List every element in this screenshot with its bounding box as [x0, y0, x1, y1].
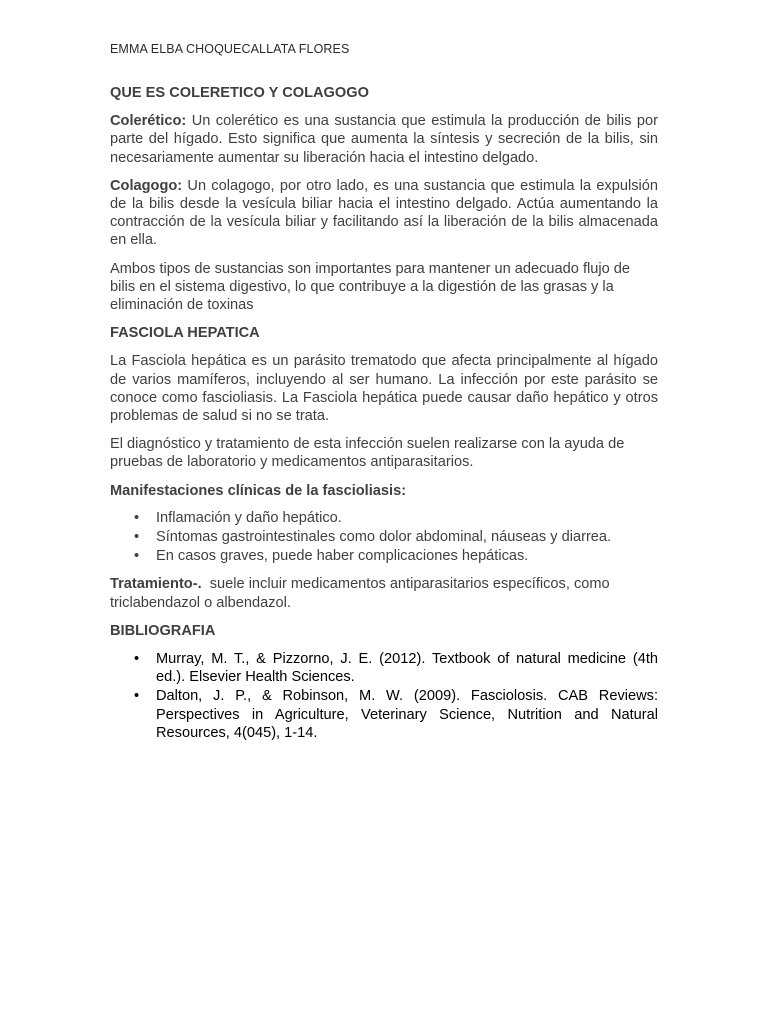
paragraph-coleretico — [110, 112, 658, 167]
page-header-author: EMMA ELBA CHOQUECALLATA FLORES — [110, 42, 350, 56]
section-title-bibliografia: BIBLIOGRAFIA — [110, 622, 216, 639]
document-body — [110, 84, 658, 752]
paragraph-diagnostico: El diagnóstico y tratamiento de esta infección suelen realizarse con la ayuda de pruebas de laboratorio y medicamentos antiparasitarios. — [110, 436, 625, 471]
paragraph-tratamiento — [110, 575, 658, 611]
term-colagogo: Colagogo: — [110, 177, 183, 194]
list-item — [110, 547, 658, 565]
paragraph-ambos: Ambos tipos de sustancias son importantes para mantener un adecuado flujo de bilis en el sistema digestivo, lo que contribuye a la digestión de las grasas y la eliminación de toxinas — [110, 260, 631, 314]
list-item — [110, 687, 658, 742]
reference-text: Murray, M. T., & Pizzorno, J. E. (2012). Textbook of natural medicine (4th ed.). Elsevier Health Sciences. — [156, 651, 658, 686]
bullet-icon: • — [134, 509, 140, 526]
list-item — [110, 528, 658, 546]
list-item — [110, 650, 658, 686]
bullet-icon: • — [134, 529, 140, 546]
bibliografia-list — [110, 650, 658, 742]
section-title-fasciola: FASCIOLA HEPATICA — [110, 325, 260, 342]
bullet-icon: • — [134, 548, 140, 565]
term-tratamiento: Tratamiento-. — [110, 576, 202, 593]
list-item-text: En casos graves, puede haber complicaciones hepáticas. — [156, 548, 529, 565]
paragraph-colagogo — [110, 177, 658, 250]
list-item-text: Síntomas gastrointestinales como dolor abdominal, náuseas y diarrea. — [156, 529, 612, 546]
reference-text: Dalton, J. P., & Robinson, M. W. (2009). Fasciolosis. CAB Reviews: Perspectives in Agriculture, Veterinary Science, Nutrition and Natural Resources, 4(045), 1-14. — [156, 688, 658, 741]
text-tratamiento: suele incluir medicamentos antiparasitarios específicos, como triclabendazol o albendazol. — [110, 576, 610, 611]
list-item-text: Inflamación y daño hepático. — [156, 509, 342, 526]
text-colagogo: Un colagogo, por otro lado, es una sustancia que estimula la expulsión de la bilis desde la vesícula biliar hacia el intestino delgado. Actúa aumentando la contracción de la vesícula biliar y facilitando así la liberación de la bilis almacenada en ella. — [110, 177, 658, 249]
term-coleretico: Colerético: — [110, 113, 187, 130]
bullet-icon: • — [134, 688, 140, 705]
bullet-icon: • — [134, 651, 140, 668]
subheading-manifestaciones: Manifestaciones clínicas de la fascioliasis: — [110, 482, 407, 499]
list-item — [110, 509, 658, 527]
text-coleretico: Un colerético es una sustancia que estimula la producción de bilis por parte del hígado. Esto significa que aumenta la síntesis y secreción de la bilis, sin necesariamente aumentar su liberación hacia el intestino delgado. — [110, 113, 658, 166]
manifestaciones-list — [110, 509, 658, 566]
paragraph-fasciola-intro: La Fasciola hepática es un parásito trematodo que afecta principalmente al hígado de varios mamíferos, incluyendo al ser humano. La infección por este parásito se conoce como fascioliasis. La Fasciola hepática puede causar daño hepático y otros problemas de salud si no se trata. — [110, 353, 658, 425]
section-title-coleretico-colagogo: QUE ES COLERETICO Y COLAGOGO — [110, 85, 369, 101]
